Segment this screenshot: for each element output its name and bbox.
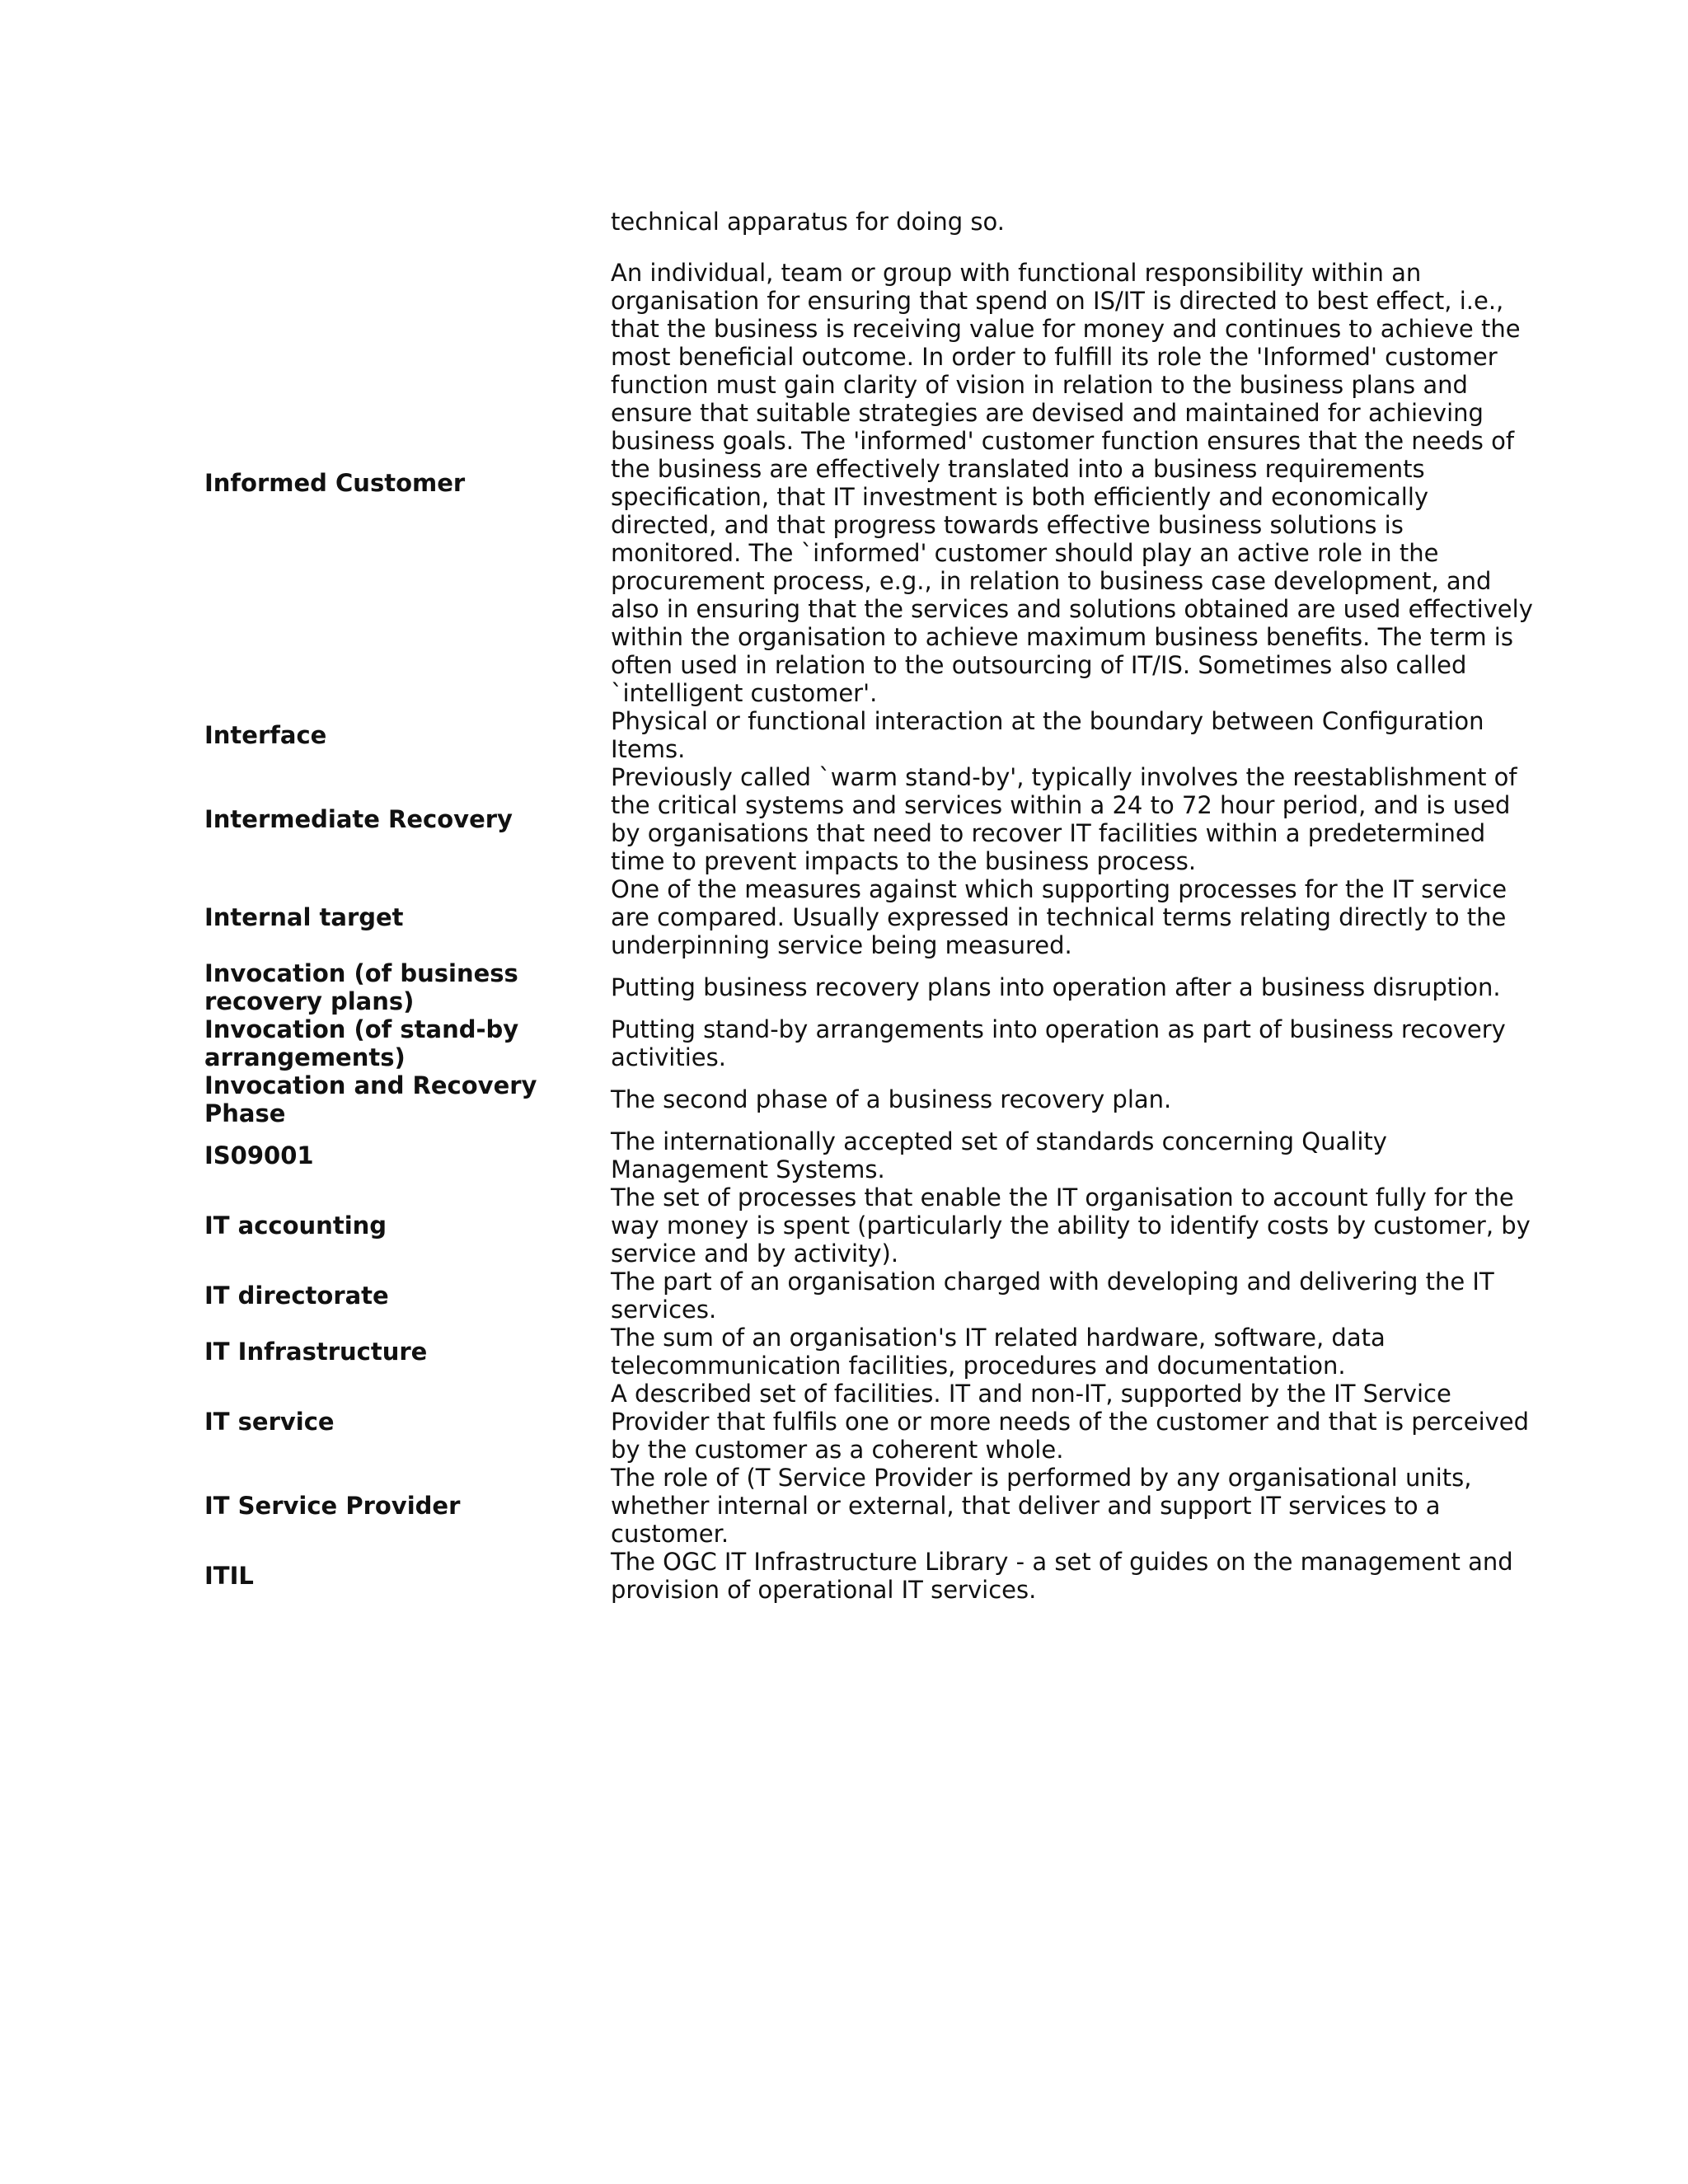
glossary-term: IT accounting xyxy=(204,1212,387,1240)
glossary-definition: Putting stand-by arrangements into operation as part of business recovery activities. xyxy=(611,1015,1506,1071)
glossary-term: Invocation (of stand-by arrangements) xyxy=(204,1015,519,1071)
glossary-term: Invocation and Recovery Phase xyxy=(204,1071,537,1127)
glossary-row xyxy=(204,875,1534,959)
glossary-row xyxy=(204,1464,1534,1548)
glossary-row xyxy=(204,1268,1534,1324)
glossary-term: IS09001 xyxy=(204,1141,314,1169)
glossary-row xyxy=(204,1548,1534,1604)
glossary-row xyxy=(204,707,1534,763)
glossary-row xyxy=(204,959,1534,1015)
glossary-definition: A described set of facilities. IT and non-IT, supported by the IT Service Provider that fulfils one or more needs of the customer and that is perceived by the customer as a coherent whole. xyxy=(611,1380,1530,1464)
glossary-term: Internal target xyxy=(204,903,404,931)
glossary-definition: Physical or functional interaction at the boundary between Configuration Items. xyxy=(611,707,1484,763)
glossary-term: Informed Customer xyxy=(204,469,466,497)
glossary-definition: Putting business recovery plans into operation after a business disruption. xyxy=(611,973,1501,1001)
glossary-definition: One of the measures against which supporting processes for the IT service are compared. Usually expressed in technical terms relating directly to the underpinning service being measured. xyxy=(611,875,1507,959)
glossary-term: IT Infrastructure xyxy=(204,1338,428,1366)
glossary-definition: The internationally accepted set of standards concerning Quality Management Systems. xyxy=(611,1127,1387,1183)
glossary-definition: The role of (T Service Provider is performed by any organisational units, whether internal or external, that deliver and support IT services to a customer. xyxy=(611,1464,1472,1548)
glossary-term: IT service xyxy=(204,1408,335,1436)
glossary-term: IT Service Provider xyxy=(204,1492,461,1520)
glossary-term: Invocation (of business recovery plans) xyxy=(204,959,518,1015)
glossary-row xyxy=(204,259,1534,707)
glossary-table xyxy=(204,259,1534,1604)
glossary-row xyxy=(204,1324,1534,1380)
glossary-definition: An individual, team or group with functional responsibility within an organisation for ensuring that spend on IS/IT is directed to best effect, i.e., that the business is receiving value for money and continues to achieve the most beneficial outcome. In order to fulfill its role the 'Informed' customer function must gain clarity of vision in relation to the business plans and ensure that suitable strategies are devised and maintained for achieving business goals. The 'informed' customer function ensures that the needs of the business are effectively translated into a business requirements specification, that IT investment is both efficiently and economically directed, and that progress towards effective business solutions is monitored. The `informed' customer should play an active role in the procurement process, e.g., in relation to business case development, and also in ensuring that the services and solutions obtained are used effectively within the organisation to achieve maximum business benefits. The term is often used in relation to the outsourcing of IT/IS. Sometimes also called `intelligent customer'. xyxy=(611,259,1533,707)
glossary-term: Interface xyxy=(204,721,327,749)
glossary-term: IT directorate xyxy=(204,1282,389,1310)
glossary-row xyxy=(204,1127,1534,1183)
continued-definition: technical apparatus for doing so. xyxy=(611,208,1005,236)
glossary-definition: The sum of an organisation's IT related hardware, software, data telecommunication facilities, procedures and documentation. xyxy=(611,1324,1386,1380)
glossary-definition: Previously called `warm stand-by', typically involves the reestablishment of the critical systems and services within a 24 to 72 hour period, and is used by organisations that need to recover IT facilities within a predetermined time to prevent impacts to the business process. xyxy=(611,763,1517,875)
glossary-row xyxy=(204,763,1534,875)
glossary-definition: The set of processes that enable the IT organisation to account fully for the way money is spent (particularly the ability to identify costs by customer, by service and by activity). xyxy=(611,1183,1531,1268)
glossary-row xyxy=(204,1183,1534,1268)
glossary-term: ITIL xyxy=(204,1562,254,1590)
glossary-definition: The part of an organisation charged with developing and delivering the IT services. xyxy=(611,1268,1494,1324)
glossary-row xyxy=(204,1380,1534,1464)
glossary-row xyxy=(204,1071,1534,1127)
glossary-row xyxy=(204,1015,1534,1071)
glossary-term: Intermediate Recovery xyxy=(204,805,513,833)
glossary-definition: The OGC IT Infrastructure Library - a set of guides on the management and provision of operational IT services. xyxy=(611,1548,1513,1604)
glossary-definition: The second phase of a business recovery plan. xyxy=(611,1085,1172,1113)
